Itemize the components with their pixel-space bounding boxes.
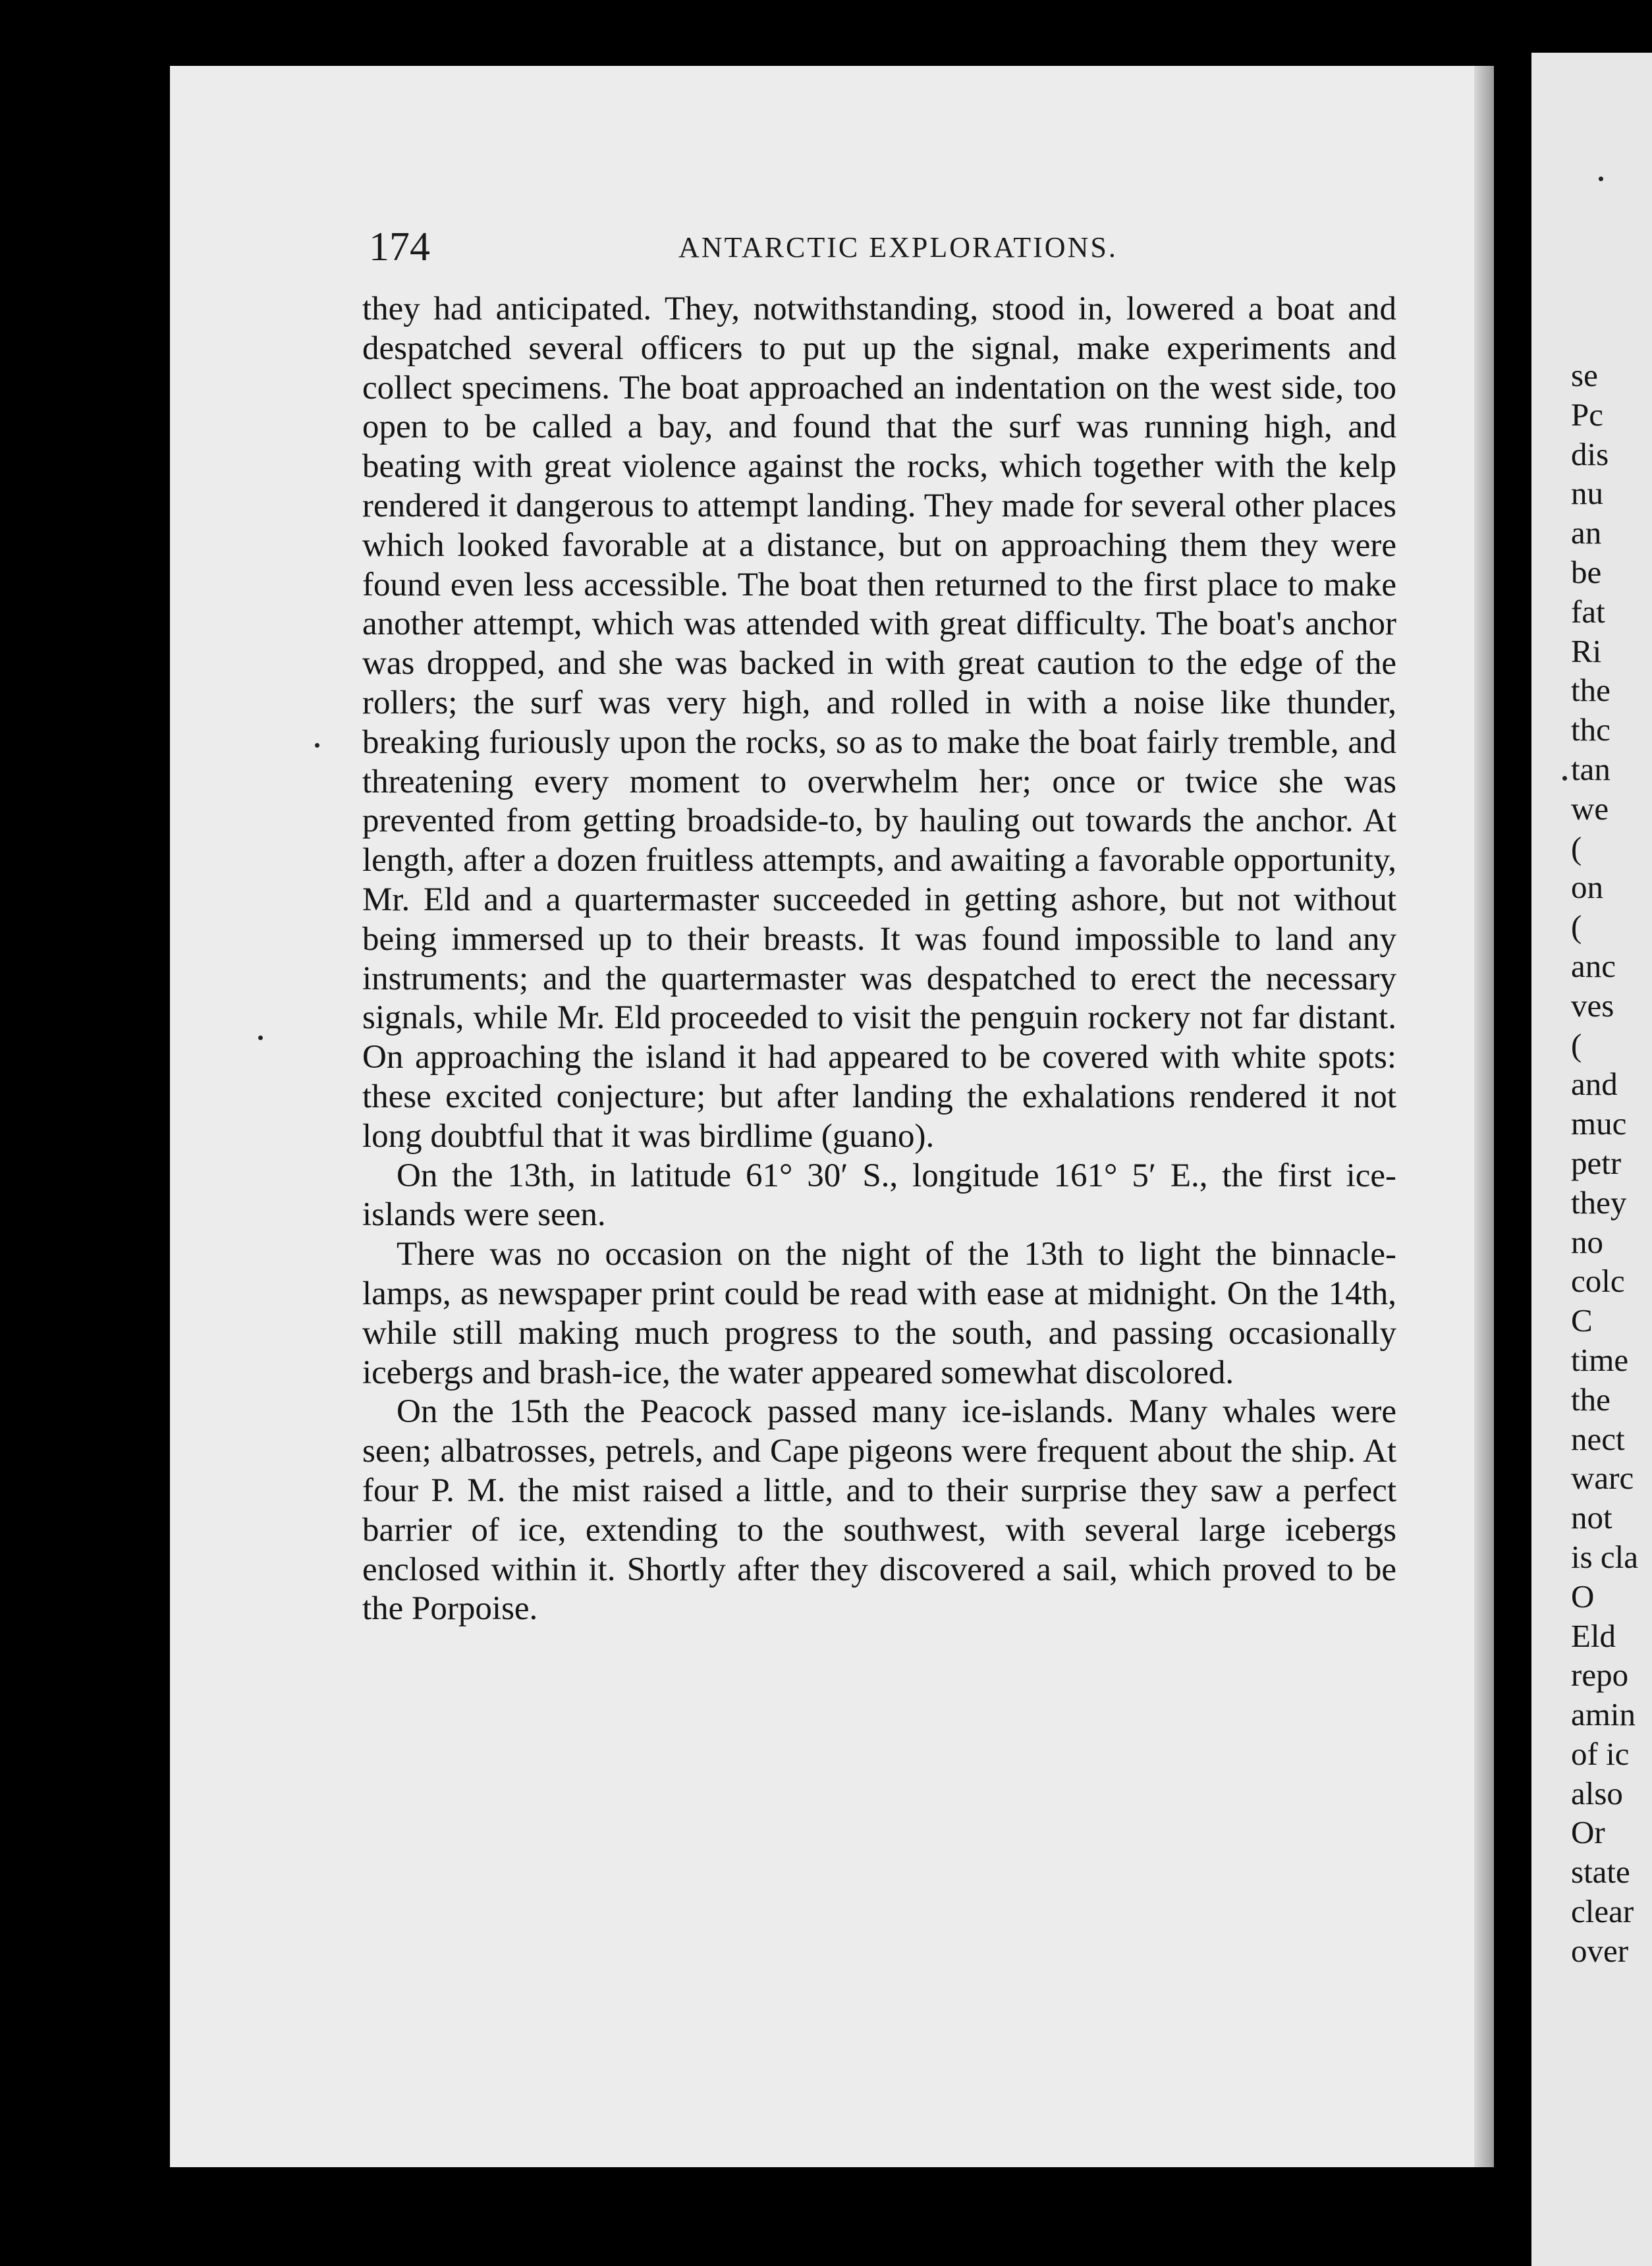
facing-page-line: is cla xyxy=(1571,1538,1639,1575)
facing-page-line: the xyxy=(1571,1381,1611,1418)
paragraph: On the 15th the Peacock passed many ice-islands. Many whales were seen; albatrosses, petrels, and Cape pigeons were frequent about the ship. At four P. M. the mist raised a little, and to their surprise they saw a perfect barrier of ice, extending to the southwest, with several large icebergs enclosed within it. Shortly after they discovered a sail, which proved to be the Porpoise. xyxy=(362,1393,1396,1628)
facing-page-line: over xyxy=(1571,1932,1629,1969)
book-gutter xyxy=(1494,0,1533,2266)
facing-page-line: be xyxy=(1571,553,1602,590)
facing-page-line: not xyxy=(1571,1499,1612,1536)
facing-page-line: no xyxy=(1571,1223,1603,1260)
facing-page-line: clear xyxy=(1571,1893,1634,1930)
facing-page-line: state xyxy=(1571,1854,1630,1891)
facing-page-line: ( xyxy=(1571,908,1582,945)
facing-page-line: O xyxy=(1571,1578,1595,1615)
facing-page-line: ( xyxy=(1571,829,1582,866)
facing-page-line: tan xyxy=(1571,750,1611,787)
facing-page-line: anc xyxy=(1571,947,1616,984)
facing-page-line: Pc xyxy=(1571,396,1603,433)
facing-page-line: thc xyxy=(1571,711,1611,748)
facing-page-line: ves xyxy=(1571,987,1614,1024)
facing-page-line: petr xyxy=(1571,1144,1622,1181)
facing-page-line: muc xyxy=(1571,1105,1627,1142)
paragraph: they had anticipated. They, notwithstanding, stood in, lowered a boat and despatched several officers to put up the signal, make experiments and collect specimens. The boat approached an indentation on the west side, too open to be called a bay, and found that the surf was running high, and beating with great violence against the rocks, which together with the kelp rendered it dangerous to attempt landing. They made for several other places which looked favorable at a distance, but on approaching them they were found even less accessible. The boat then returned to the first place to make another attempt, which was attended with great difficulty. The boat's anchor was dropped, and she was backed in with great caution to the edge of the rollers; the surf was very high, and rolled in with a noise like thunder, breaking furiously upon the rocks, so as to make the boat fairly tremble, and threatening every moment to overwhelm her; once or twice she was prevented from getting broadside-to, by hauling out towards the anchor. At length, after a dozen fruitless attempts, and awaiting a favorable opportunity, Mr. Eld and a quartermaster succeeded in getting ashore, but not without being immersed up to their breasts. It was found impossible to land any instruments; and the quartermaster was despatched to erect the necessary signals, while Mr. Eld proceeded to visit the penguin rockery not far distant. On approaching the island it had appeared to be covered with white spots: these excited conjecture; but after landing the exhalations rendered it not long doubtful that it was birdlime (guano). xyxy=(362,290,1396,1155)
facing-page-line: fat xyxy=(1571,593,1605,630)
facing-page-line: they xyxy=(1571,1184,1627,1221)
facing-page-line: the xyxy=(1571,672,1611,709)
facing-page-text xyxy=(1571,356,1652,1971)
facing-page-line: and xyxy=(1571,1066,1618,1103)
page-number: 174 xyxy=(369,225,430,269)
facing-page-line: ( xyxy=(1571,1026,1582,1063)
paragraph: On the 13th, in latitude 61° 30′ S., longitude 161° 5′ E., the first ice-islands were seen. xyxy=(362,1157,1396,1234)
facing-page-line: repo xyxy=(1571,1657,1629,1694)
facing-page-line: on xyxy=(1571,869,1603,906)
page-edge-shadow xyxy=(1474,66,1494,2167)
facing-page-line: Eld xyxy=(1571,1617,1616,1654)
facing-page-line: C xyxy=(1571,1302,1593,1339)
facing-page-line: Ri xyxy=(1571,632,1602,669)
page-header xyxy=(369,224,1396,283)
paragraph: There was no occasion on the night of the 13th to light the binnacle-lamps, as newspaper print could be read with ease at midnight. On the 14th, while still making much progress to the south, and passing occasionally icebergs and brash-ice, the water appeared somewhat discolored. xyxy=(362,1236,1396,1391)
facing-page-line: dis xyxy=(1571,435,1609,472)
ink-speck xyxy=(315,743,319,748)
facing-page-line: colc xyxy=(1571,1263,1625,1300)
facing-page-line: nect xyxy=(1571,1420,1625,1457)
facing-page-line: an xyxy=(1571,514,1602,551)
body-text xyxy=(362,290,1396,1629)
ink-speck xyxy=(1562,776,1567,781)
facing-page-line: se xyxy=(1571,357,1598,393)
running-head: ANTARCTIC EXPLORATIONS. xyxy=(678,231,1118,263)
facing-page-line: amin xyxy=(1571,1696,1636,1733)
facing-page-line: time xyxy=(1571,1341,1629,1378)
facing-page-line: Or xyxy=(1571,1814,1605,1851)
facing-page-line: of ic xyxy=(1571,1735,1630,1772)
facing-page-line: also xyxy=(1571,1775,1623,1811)
ink-speck xyxy=(1599,177,1603,181)
facing-page-line: we xyxy=(1571,790,1609,827)
ink-speck xyxy=(258,1036,263,1040)
facing-page-line: warc xyxy=(1571,1460,1634,1497)
facing-page-line: nu xyxy=(1571,475,1603,512)
